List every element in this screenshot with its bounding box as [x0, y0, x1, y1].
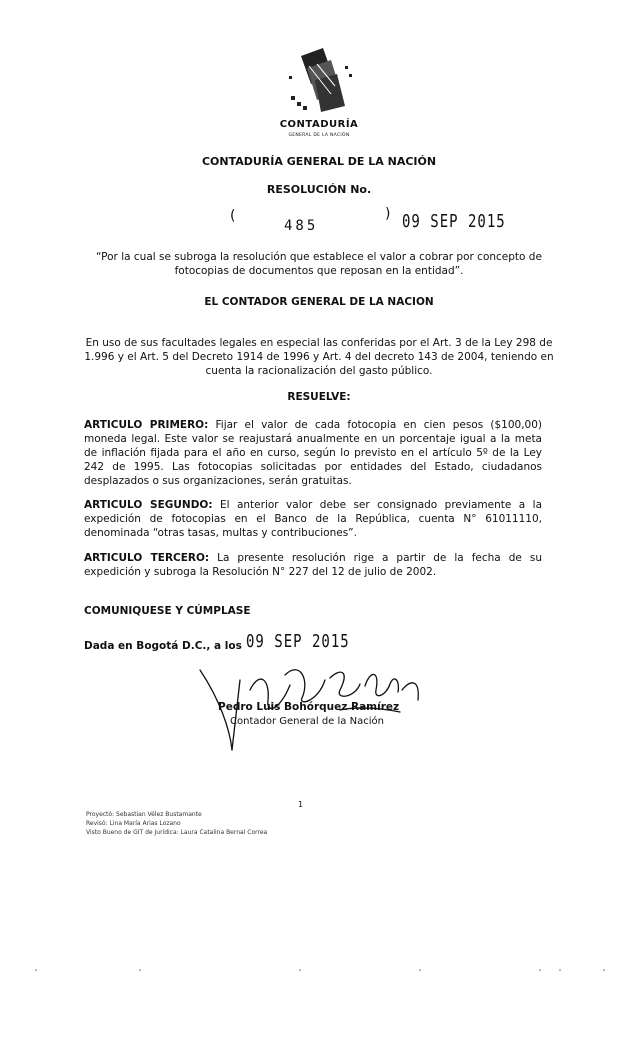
resolution-number: 485 [284, 218, 319, 234]
article-title: ARTICULO SEGUNDO: [84, 499, 213, 511]
preamble: En uso de sus facultades legales en especial las conferidas por el Art. 3 de la Ley 298 de 1.996 y el Art. 5 del Decreto 1914 de 1996 y Art. 4 del decreto 143 de 2004, teniendo en cuenta la racionalización del gasto público. [84, 337, 554, 377]
contaduria-logo [271, 46, 367, 146]
article-title: ARTICULO PRIMERO: [84, 419, 209, 431]
signer-name: Pedro Luis Bohórquez Ramírez [218, 701, 400, 713]
article-text: Fijar el valor de cada fotocopia en cien pesos ($100,00) moneda legal. Este valor se reajustará anualmente en un porcentaje igual a la meta de inflación fijada para el año en curso, según lo previsto en el artículo 5º de la Ley 242 de 1995. Las fotocopias solicitadas por entidades del Estado, ciudadanos desplazados o sus organizaciones, serán gratuitas. [84, 419, 542, 487]
page-number: 1 [298, 800, 304, 809]
epigraph: “Por la cual se subroga la resolución que establece el valor a cobrar por concepto de fotocopias de documentos que reposan en la entidad”. [96, 251, 542, 277]
article-segundo [84, 498, 542, 540]
credit-line: Proyectó: Sebastian Vélez Bustamante [86, 811, 202, 818]
dada-label: Dada en Bogotá D.C., a los [84, 640, 242, 652]
resolution-date-stamp: 09 SEP 2015 [402, 212, 506, 232]
article-text: El anterior valor debe ser consignado previamente a la expedición de fotocopias en el Banco de la República, cuenta N° 61011110, denominada “otras tasas, multas y contribuciones”. [84, 499, 542, 539]
credit-line: Revisó: Lina María Arias Lozano [86, 820, 181, 827]
paren-open: ( [230, 208, 236, 224]
credit-line: Visto Bueno de GIT de Jurídica: Laura Catalina Bernal Correa [86, 829, 268, 836]
resolution-label: RESOLUCIÓN No. [266, 183, 372, 196]
logo-subtext: GENERAL DE LA NACIÓN [288, 133, 350, 138]
paren-close: ) [385, 206, 391, 222]
article-title: ARTICULO TERCERO: [84, 552, 210, 564]
dada-date-stamp: 09 SEP 2015 [246, 632, 350, 652]
contaduria-emblem-icon [271, 46, 367, 118]
authority-heading: EL CONTADOR GENERAL DE LA NACION [204, 296, 434, 308]
article-text: La presente resolución rige a partir de la fecha de su expedición y subroga la Resolución N° 227 del 12 de julio de 2002. [84, 552, 542, 578]
credits [86, 810, 267, 837]
signer-title: Contador General de la Nación [230, 716, 384, 727]
handwritten-signature [190, 640, 450, 760]
scan-marks [0, 965, 638, 975]
resuelve-heading: RESUELVE: [287, 391, 351, 403]
article-primero [84, 418, 542, 488]
logo-text: CONTADURÍA [279, 119, 359, 130]
closing-formula: COMUNIQUESE Y CÚMPLASE [84, 605, 251, 617]
institution-title: CONTADURÍA GENERAL DE LA NACIÓN [201, 155, 437, 168]
article-tercero [84, 551, 542, 579]
